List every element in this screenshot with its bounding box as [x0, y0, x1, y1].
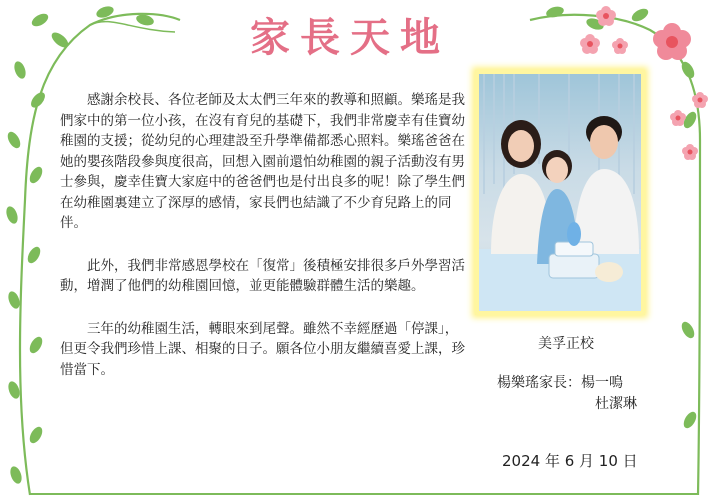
letter-date: 2024 年 6 月 10 日: [502, 452, 638, 470]
family-photo-illustration: [479, 74, 641, 311]
family-photo-frame: [475, 70, 645, 315]
parent-signature: 楊樂瑤家長：楊一鳴: [497, 375, 623, 391]
letter-paragraph: 三年的幼稚園生活，轉眼來到尾聲。雖然不幸經歷過「停課」，但更令我們珍惜上課、相聚的日子。願各位小朋友繼續喜愛上課，珍惜當下。: [60, 320, 465, 378]
letter-paragraph: 感謝余校長、各位老師及太太們三年來的教導和照顧。樂瑤是我們家中的第一位小孩，在沒有育兒的基礎下，我們非常慶幸有佳寶幼稚園的支援；從幼兒的心理建設至升學準備都悉心照料。樂瑤爸爸在她的嬰孩階段參與度很高，回想入園前還怕幼稚園的親子活動沒有男士參與，慶幸佳寶大家庭中的爸爸們也是付出良多的呢！除了學生們在幼稚園裏建立了深厚的感情，家長們也結識了不少育兒路上的同伴。: [60, 92, 465, 231]
school-caption: 美孚正校: [538, 336, 594, 352]
letter-body: [60, 90, 470, 402]
parent-signature-second: 杜潔琳: [595, 396, 637, 412]
letter-paragraph: 此外，我們非常感恩學校在「復常」後積極安排很多戶外學習活動，增潤了他們的幼稚園回憶，並更能體驗群體生活的樂趣。: [60, 257, 465, 294]
page-title: 家長天地: [250, 14, 450, 61]
family-photo: [479, 74, 641, 311]
